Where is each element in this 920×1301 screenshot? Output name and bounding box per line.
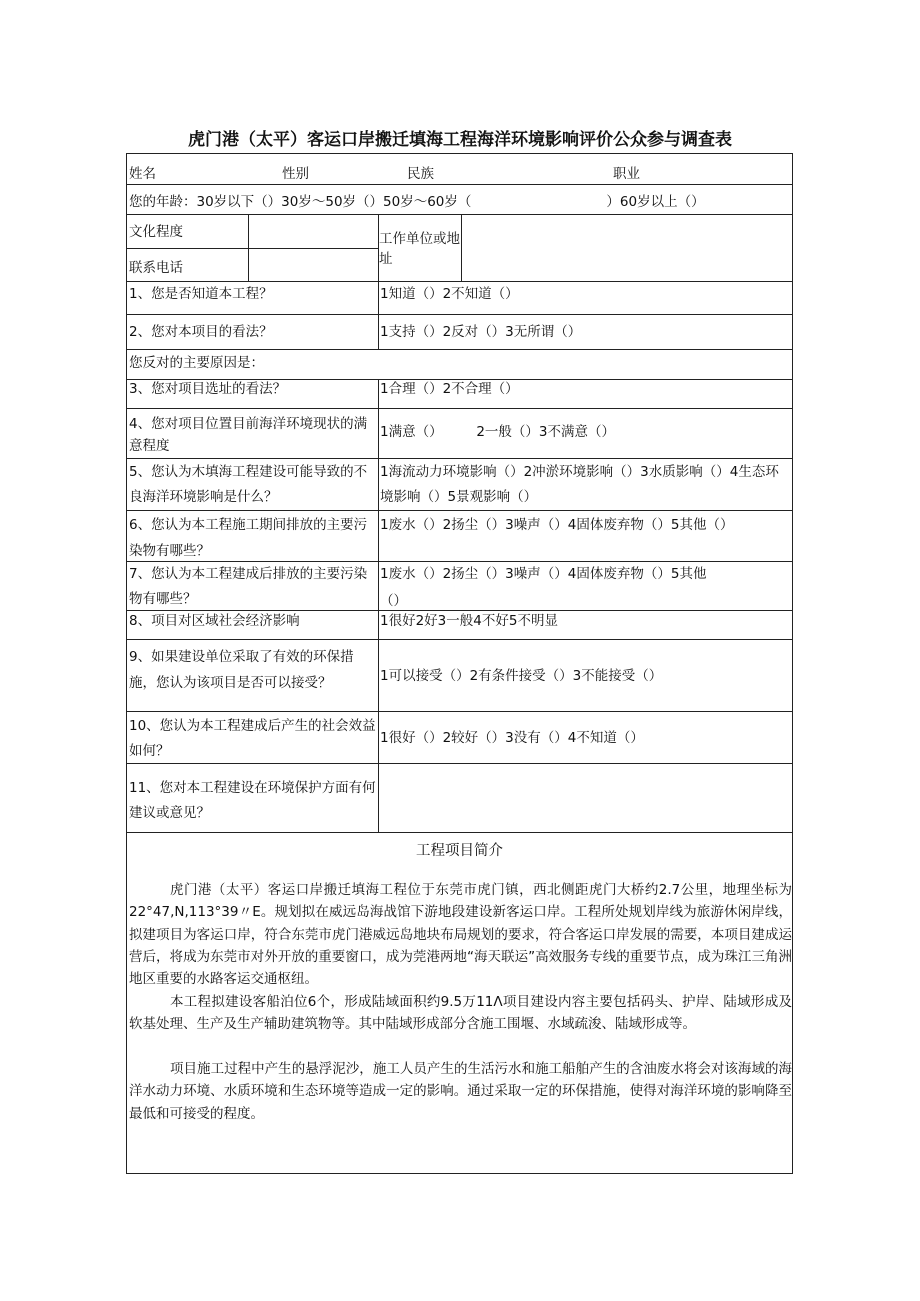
occupation-label: 职业 xyxy=(613,166,640,182)
question-5: 5、您认为木填海工程建设可能导致的不良海洋环境影响是什么？ xyxy=(129,464,368,505)
workplace-label: 工作单位或地址 xyxy=(379,231,460,267)
phone-label: 联系电话 xyxy=(129,260,183,276)
name-label: 姓名 xyxy=(129,166,156,182)
question-1: 1、您是否知道本工程？ xyxy=(129,286,273,302)
question-7: 7、您认为本工程建成后排放的主要污染物有哪些？ xyxy=(129,566,368,607)
question-2: 2、您对本项目的看法？ xyxy=(129,324,273,340)
ethnicity-label: 民族 xyxy=(407,166,434,182)
question-10: 10、您认为本工程建成后产生的社会效益如何？ xyxy=(129,718,376,759)
intro-heading: 工程项目简介 xyxy=(416,843,503,859)
oppose-reason-label: 您反对的主要原因是： xyxy=(129,355,264,371)
gender-label: 性别 xyxy=(282,166,309,182)
intro-paragraph-2: 本工程拟建设客船泊位6个，形成陆域面积约9.5万11Λ项目建设内容主要包括码头、护岸、陆域形成及软基处理、生产及生产辅助建筑物等。其中陆域形成部分含施工围堰、水域疏浚、陆域形成等。 xyxy=(129,994,792,1033)
question-8: 8、项目对区域社会经济影响 xyxy=(129,613,300,629)
answer-6: 1废水（）2扬尘（）3噪声（）4固体废弃物（）5其他（） xyxy=(380,517,734,533)
answer-9: 1可以接受（）2有条件接受（）3不能接受（） xyxy=(380,668,663,684)
question-11: 11、您对本工程建设在环境保护方面有何建议或意见？ xyxy=(129,780,376,821)
form-title: 虎门港（太平）客运口岸搬迁填海工程海洋环境影响评价公众参与调查表 xyxy=(188,130,732,150)
question-3: 3、您对项目选址的看法？ xyxy=(129,381,287,397)
answer-4: 1满意（） 2一般（）3不满意（） xyxy=(380,424,616,440)
question-4: 4、您对项目位置目前海洋环境现状的满意程度 xyxy=(129,416,368,454)
answer-3: 1合理（）2不合理（） xyxy=(380,381,519,397)
answer-2: 1支持（）2反对（）3无所谓（） xyxy=(380,324,582,340)
intro-paragraph-3: 项目施工过程中产生的悬浮泥沙，施工人员产生的生活污水和施工船舶产生的含油废水将会对该海域的海洋水动力环境、水质环境和生态环境等造成一定的影响。通过采取一定的环保措施，使得对海洋环境的影响降至最低和可接受的程度。 xyxy=(129,1061,792,1122)
answer-1: 1知道（）2不知道（） xyxy=(380,286,519,302)
answer-7: 1废水（）2扬尘（）3噪声（）4固体废弃物（）5其他（） xyxy=(380,566,707,609)
question-9: 9、如果建设单位采取了有效的环保措施，您认为该项目是否可以接受？ xyxy=(129,649,354,691)
survey-table xyxy=(126,153,793,1174)
answer-10: 1很好（）2较好（）3没有（）4不知道（） xyxy=(380,730,644,746)
age-line: 您的年龄：30岁以下（）30岁～50岁（）50岁～60岁（ ）60岁以上（） xyxy=(129,194,705,210)
answer-5: 1海流动力环境影响（）2冲淤环境影响（）3水质影响（）4生态环境影响（）5景观影响（） xyxy=(380,464,779,505)
intro-paragraph-1: 虎门港（太平）客运口岸搬迁填海工程位于东莞市虎门镇，西北侧距虎门大桥约2.7公里，地理坐标为22°47,N,113°39〃E。规划拟在威远岛海战馆下游地段建设新客运口岸。工程所处规划岸线为旅游休闲岸线，拟建项目为客运口岸，符合东莞市虎门港威远岛地块布局规划的要求，符合客运口岸发展的需要，本项目建成运营后，将成为东莞市对外开放的重要窗口，成为莞港两地“海天联运”高效服务专线的重要节点，成为珠江三角洲地区重要的水路客运交通枢纽。 xyxy=(129,882,792,988)
question-6: 6、您认为本工程施工期间排放的主要污染物有哪些？ xyxy=(129,517,368,559)
education-label: 文化程度 xyxy=(129,224,183,240)
answer-8: 1很好2好3一般4不好5不明显 xyxy=(380,613,558,629)
